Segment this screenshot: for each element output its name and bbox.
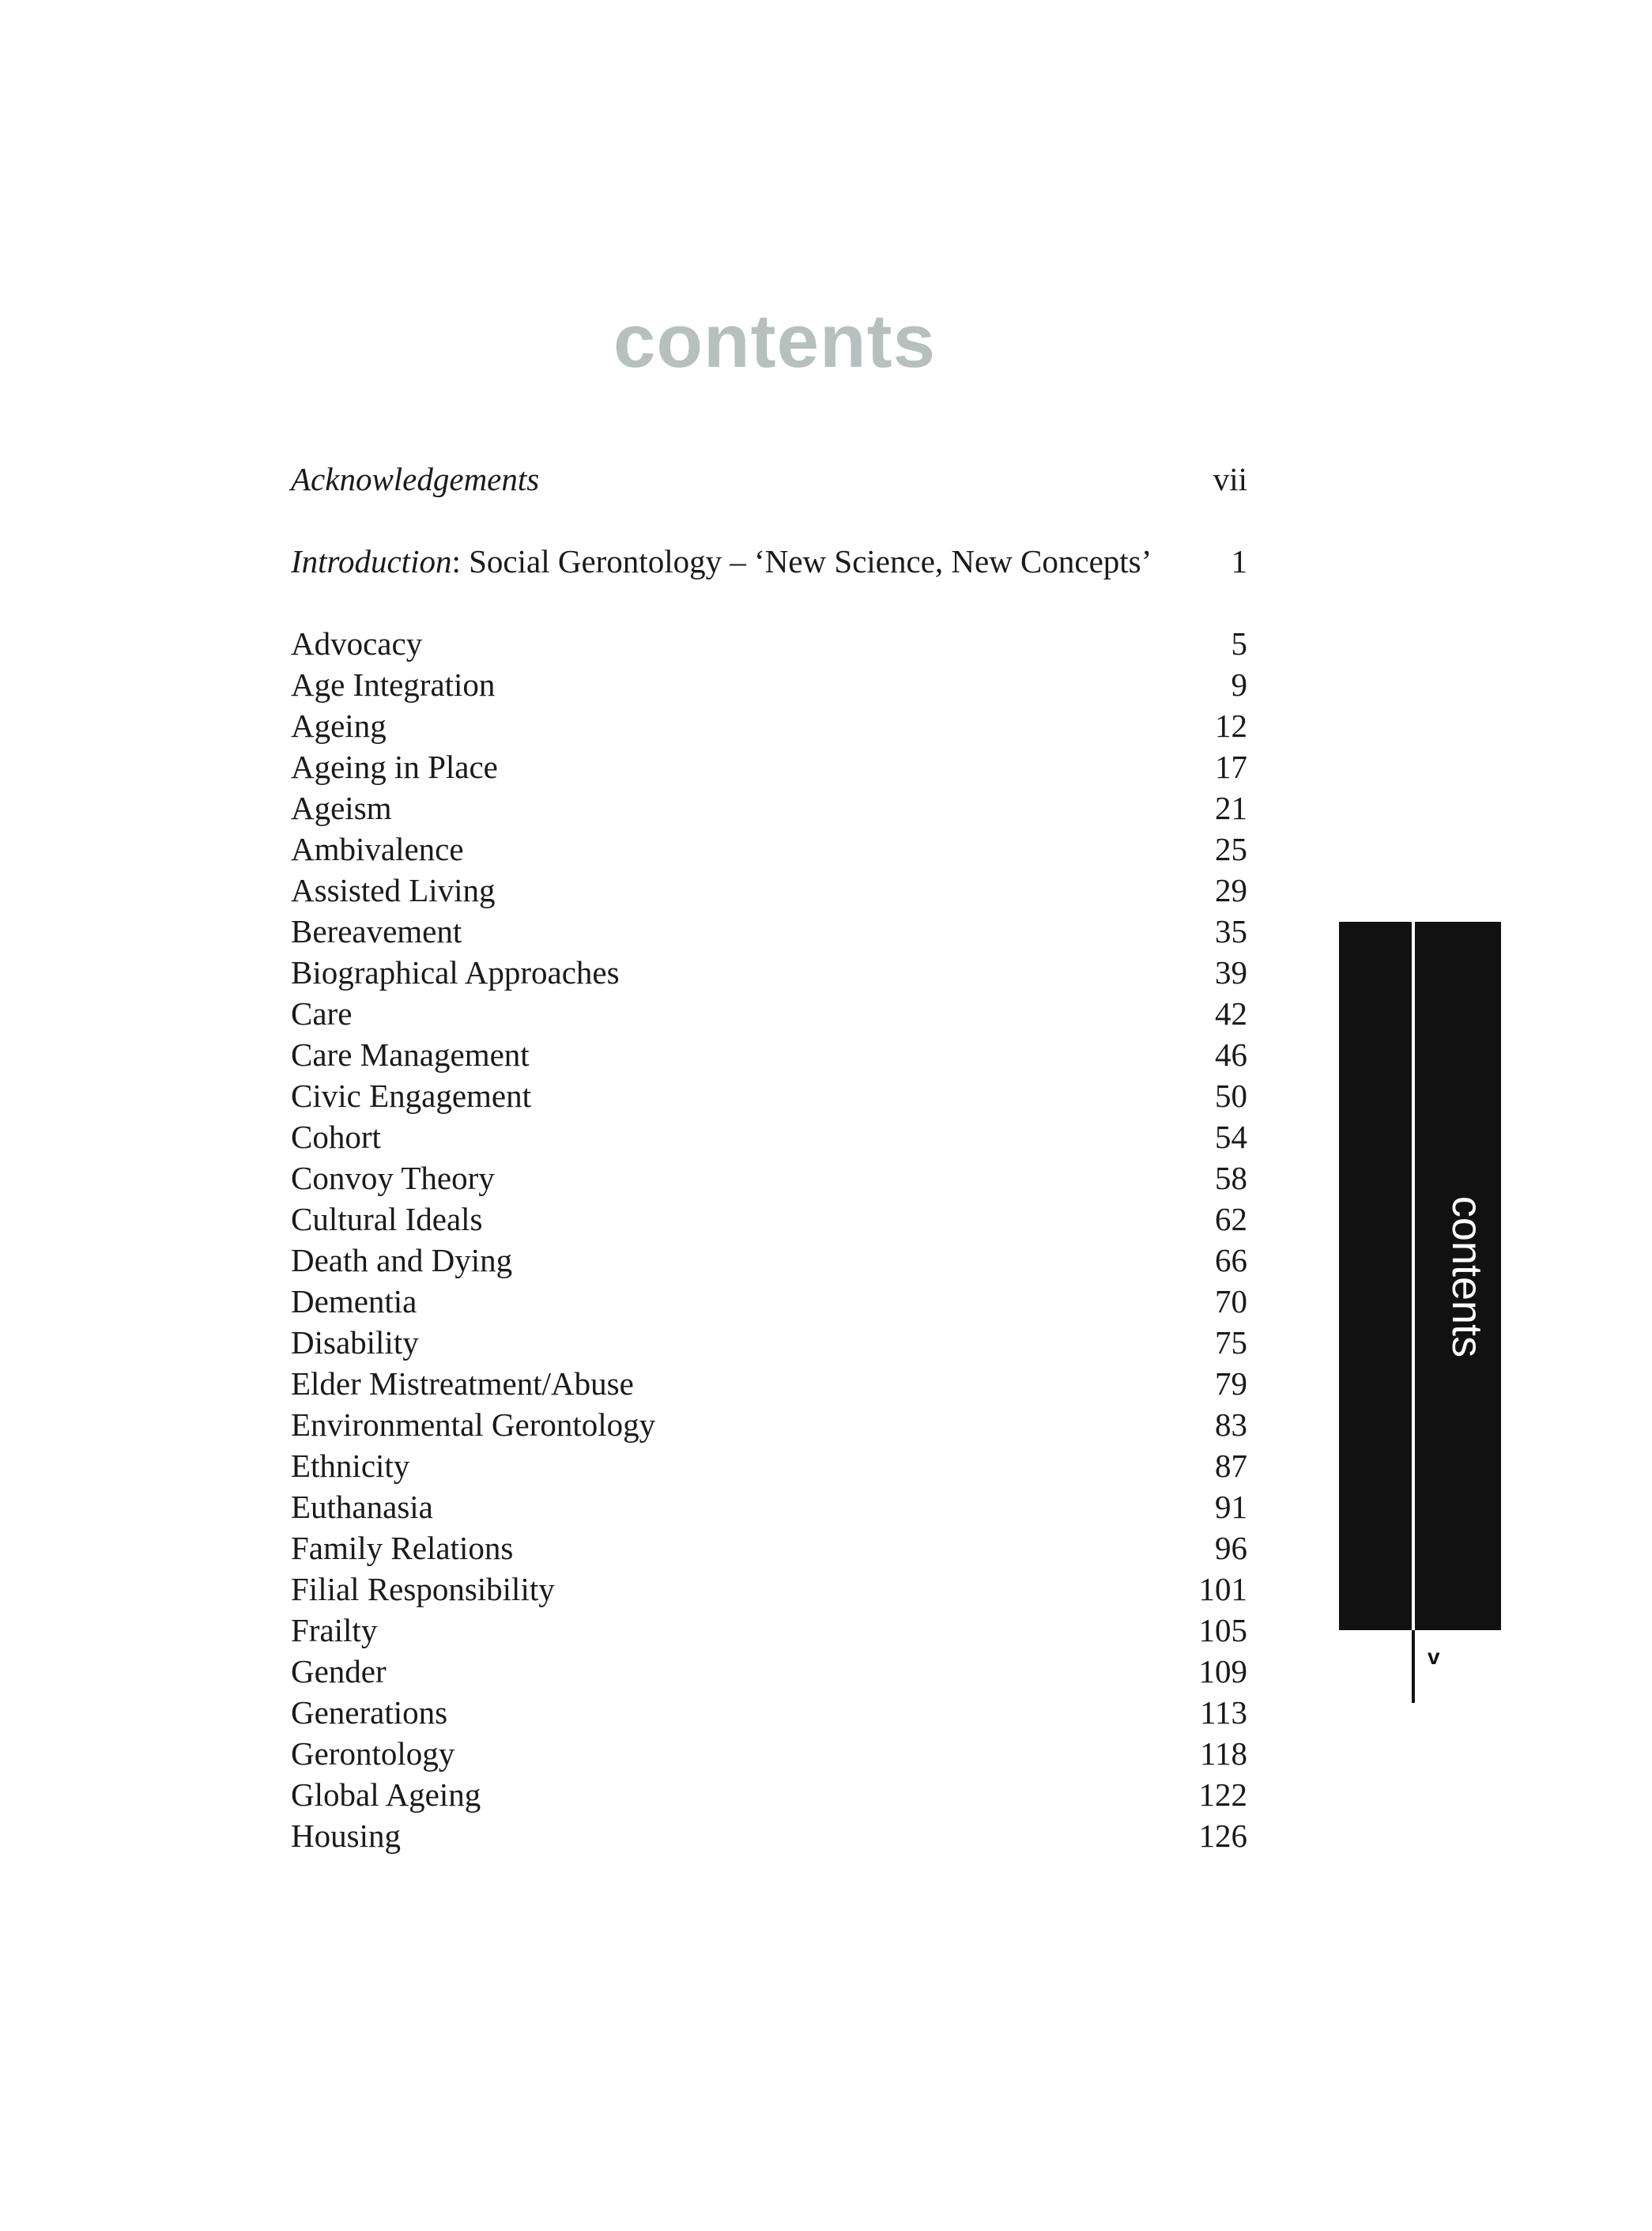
section-tab-text: contents [1443,1195,1492,1358]
toc-entry[interactable] [291,664,1247,705]
toc-entry-title: Gerontology [291,1735,455,1772]
toc-entry-page: 12 [1215,708,1247,744]
toc-entry-title: Civic Engagement [291,1078,531,1114]
toc-entry-title: Filial Responsibility [291,1571,555,1607]
toc-entry-title: Generations [291,1694,448,1731]
toc-entry-title: Ageing [291,708,387,744]
toc-entry-title: Global Ageing [291,1776,481,1813]
toc-entry[interactable] [291,1692,1247,1733]
toc-entry-page: 21 [1215,790,1247,826]
section-tab-rule [1412,1630,1415,1703]
toc-entry[interactable] [291,1199,1247,1240]
toc-entry-title: Biographical Approaches [291,954,620,991]
toc-entry-title: Ageism [291,790,392,826]
toc-entry-title: Acknowledgements [291,461,540,497]
toc-entry-page: 46 [1215,1036,1247,1073]
toc-entry[interactable] [291,787,1247,829]
toc-entry-page: 79 [1215,1365,1247,1402]
toc-entry-title: Euthanasia [291,1489,433,1525]
toc-entry-title: Death and Dying [291,1242,513,1278]
toc-entry[interactable] [291,1322,1247,1363]
toc-entry[interactable] [291,1075,1247,1116]
toc-entry-title: Ethnicity [291,1448,410,1484]
toc-entry-introduction[interactable] [291,541,1247,582]
toc-entry-title: Bereavement [291,913,462,949]
toc-entry-title: Environmental Gerontology [291,1406,656,1443]
toc-entry-title: Care [291,995,353,1032]
toc-entry-page: 50 [1215,1078,1247,1114]
toc-entry-page: vii [1213,461,1247,497]
toc-entry[interactable] [291,829,1247,870]
toc-entry-page: 35 [1215,913,1247,949]
toc-entry-page: 91 [1215,1489,1247,1525]
toc-entry-title: Age Integration [291,666,496,703]
toc-entry-title: Ambivalence [291,831,464,867]
toc-entry-page: 29 [1215,872,1247,908]
toc-entry-page: 122 [1198,1776,1247,1813]
toc-entry-title: Family Relations [291,1530,514,1566]
section-tab-divider [1412,922,1415,1703]
toc-entry-page: 9 [1231,666,1247,703]
toc-entry[interactable] [291,1651,1247,1692]
page-number: v [1428,1644,1440,1669]
toc-entry-page: 62 [1215,1201,1247,1237]
toc-entry[interactable] [291,911,1247,952]
toc-entry[interactable] [291,1610,1247,1651]
toc-entry[interactable] [291,1568,1247,1610]
table-of-contents [291,459,1247,1856]
toc-entry[interactable] [291,1281,1247,1322]
toc-entry-page: 58 [1215,1160,1247,1196]
toc-entry-title: Cultural Ideals [291,1201,483,1237]
toc-entry[interactable] [291,1527,1247,1568]
toc-entry-title: Disability [291,1324,419,1361]
introduction-title: : Social Gerontology – ‘New Science, New Concepts’ [451,543,1152,579]
toc-entry-page: 42 [1215,995,1247,1032]
toc-entry-acknowledgements[interactable] [291,459,1247,500]
toc-entry[interactable] [291,1034,1247,1075]
toc-entry[interactable] [291,1157,1247,1199]
toc-entry-page: 54 [1215,1119,1247,1155]
toc-entry[interactable] [291,952,1247,993]
toc-entry-page: 70 [1215,1283,1247,1319]
toc-entry-page: 83 [1215,1406,1247,1443]
toc-entry-page: 1 [1231,543,1247,579]
toc-entry-page: 75 [1215,1324,1247,1361]
toc-entry-page: 96 [1215,1530,1247,1566]
toc-entry-title: Frailty [291,1612,378,1648]
toc-entry[interactable] [291,1733,1247,1774]
toc-entry[interactable] [291,1240,1247,1281]
toc-entry-list [291,623,1247,1856]
toc-entry[interactable] [291,1445,1247,1486]
toc-entry-title: Ageing in Place [291,749,498,785]
toc-entry-page: 5 [1231,625,1247,662]
toc-entry-page: 66 [1215,1242,1247,1278]
toc-entry[interactable] [291,1815,1247,1856]
page-title: contents [613,299,937,384]
toc-entry-page: 39 [1215,954,1247,991]
toc-entry[interactable] [291,1116,1247,1157]
toc-entry-title: Gender [291,1653,387,1689]
section-tab-label [1443,1186,1491,1368]
toc-entry-title: Housing [291,1818,401,1854]
toc-entry-title: Dementia [291,1283,417,1319]
toc-entry[interactable] [291,1486,1247,1527]
toc-entry[interactable] [291,870,1247,911]
toc-entry-title: Cohort [291,1119,381,1155]
toc-entry-page: 25 [1215,831,1247,867]
toc-entry[interactable] [291,1404,1247,1445]
toc-entry-title [291,541,1152,582]
toc-entry-title: Elder Mistreatment/Abuse [291,1365,634,1402]
toc-entry-title: Advocacy [291,625,423,662]
toc-entry-page: 17 [1215,749,1247,785]
toc-entry-page: 101 [1198,1571,1247,1607]
toc-entry[interactable] [291,993,1247,1034]
toc-entry[interactable] [291,705,1247,746]
toc-entry[interactable] [291,623,1247,664]
toc-entry-title: Convoy Theory [291,1160,495,1196]
introduction-label: Introduction [291,543,452,579]
toc-entry-page: 87 [1215,1448,1247,1484]
toc-entry-page: 113 [1200,1694,1247,1731]
toc-entry-page: 105 [1198,1612,1247,1648]
toc-entry[interactable] [291,1363,1247,1404]
toc-entry-title: Assisted Living [291,872,496,908]
toc-entry[interactable] [291,1774,1247,1815]
toc-entry-page: 118 [1200,1735,1247,1772]
toc-entry-title: Care Management [291,1036,530,1073]
toc-entry-page: 126 [1198,1818,1247,1854]
toc-entry-page: 109 [1198,1653,1247,1689]
toc-entry[interactable] [291,746,1247,787]
